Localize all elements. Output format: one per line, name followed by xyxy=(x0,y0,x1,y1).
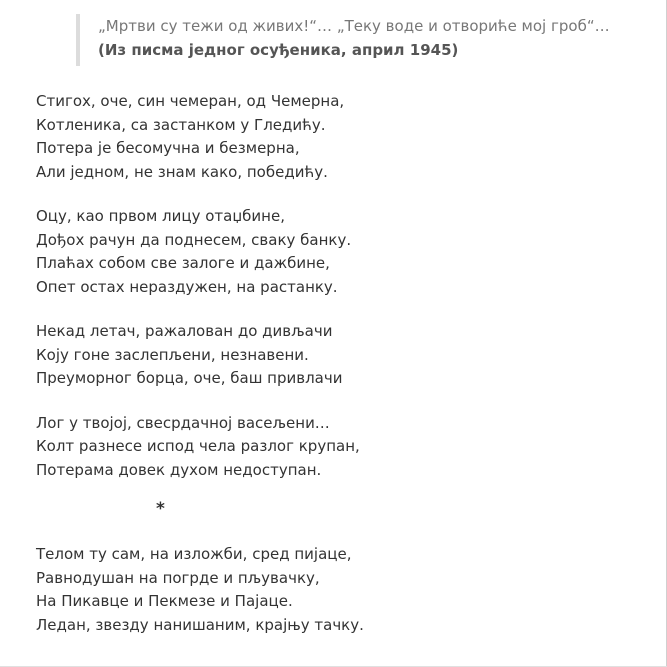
poem-line: Стигох, оче, син чемеран, од Чемерна, xyxy=(36,92,345,110)
poem-line: Плаћах собом све залоге и дажбине, xyxy=(36,254,330,272)
stanza-4 xyxy=(36,412,656,483)
poem-line: Лог у твојој, свесрдачној васељени… xyxy=(36,413,330,432)
poem-line: Преуморног борца, оче, баш привлачи xyxy=(36,369,343,387)
poem-body xyxy=(36,90,656,658)
poem-line: Потера је бесомучна и безмерна, xyxy=(36,139,300,157)
section-separator-asterisk: * xyxy=(156,499,165,519)
poem-line: Оцу, као првом лицу отаџбине, xyxy=(36,207,285,225)
stanza-1 xyxy=(36,90,656,184)
poem-line: Котленика, са застанком у Гледићу. xyxy=(36,115,326,134)
epigraph-source: (Из писма једног осуђеника, април 1945) xyxy=(98,41,459,59)
poem-line: Телом ту сам, на изложби, сред пијаце, xyxy=(36,545,352,563)
stanza-2 xyxy=(36,205,656,299)
stanza-final xyxy=(36,543,656,637)
poem-line: Дођох рачун да поднесем, сваку банку. xyxy=(36,230,352,249)
epigraph-blockquote xyxy=(76,14,667,66)
poem-line: Равнодушан на погрде и пљувачку, xyxy=(36,568,320,587)
poem-line: На Пикавце и Пекмезе и Пајаце. xyxy=(36,592,293,610)
poem-line: Опет остах нераздужен, на растанку. xyxy=(36,277,338,296)
poem-line: Колт разнесе испод чела разлог крупан, xyxy=(36,437,360,455)
poem-line: Ледан, звезду нанишаним, крајњу тачку. xyxy=(36,615,364,634)
epigraph-quote-text: „Мртви су тежи од живих!“… „Теку воде и отвориће мој гроб“… xyxy=(98,17,610,35)
poem-line: Али једном, не знам како, победићу. xyxy=(36,162,328,181)
poem-line: Потерама довек духом недоступан. xyxy=(36,460,322,479)
stanza-3 xyxy=(36,320,656,391)
poem-line: Некад летач, ражалован до дивљачи xyxy=(36,322,333,340)
poem-line: Коју гоне заслепљени, незнавени. xyxy=(36,345,309,364)
